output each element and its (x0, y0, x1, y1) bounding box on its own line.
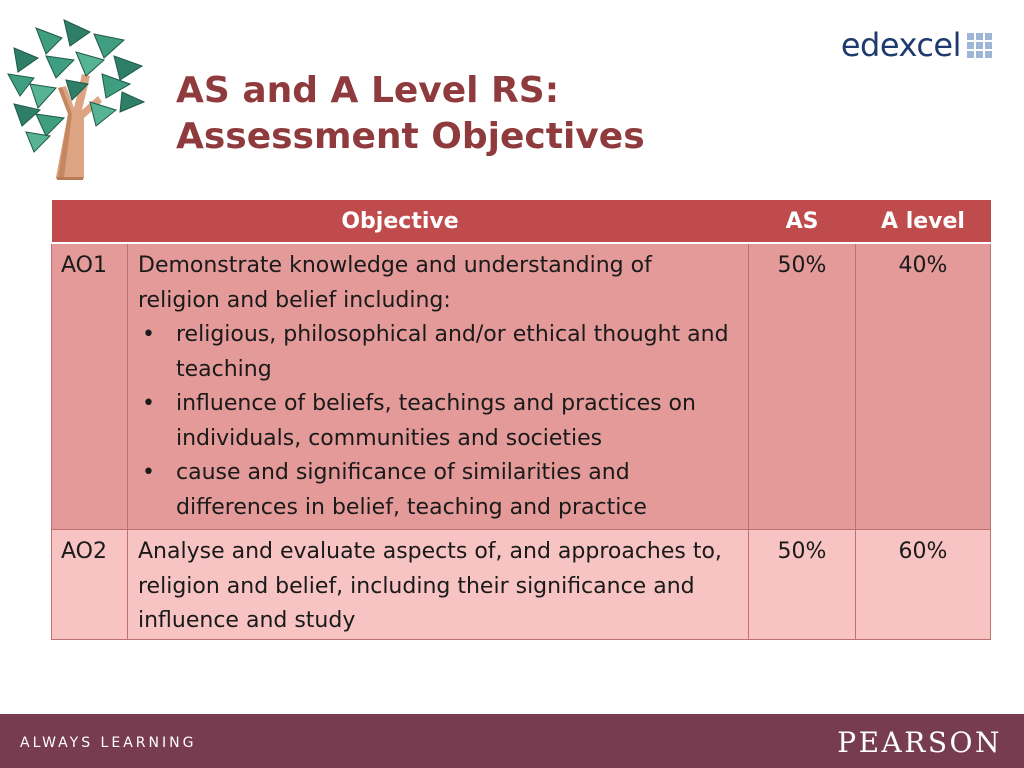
header-as: AS (749, 200, 856, 243)
list-item: • religious, philosophical and/or ethical thought and teaching (138, 318, 740, 387)
edexcel-logo (841, 26, 992, 64)
objective-description (128, 243, 749, 530)
edexcel-dots-icon (967, 33, 992, 58)
footer-tagline: ALWAYS LEARNING (20, 735, 197, 751)
table-header-row (52, 200, 991, 243)
as-weighting: 50% (749, 243, 856, 530)
title-line-1: AS and A Level RS: (176, 70, 560, 111)
list-item: • influence of beliefs, teachings and practices on individuals, communities and societies (138, 387, 740, 456)
pearson-logo: PEARSON (837, 726, 1002, 759)
list-item: • cause and significance of similarities and differences in belief, teaching and practice (138, 456, 740, 525)
header-a-level: A level (856, 200, 991, 243)
objective-intro: Demonstrate knowledge and understanding of religion and belief including: (138, 253, 652, 313)
a-level-weighting: 40% (856, 243, 991, 530)
paper-tree-icon (6, 14, 146, 180)
a-level-weighting: 60% (856, 530, 991, 640)
objective-code: AO2 (52, 530, 128, 640)
objective-description (128, 530, 749, 640)
table-row (52, 530, 991, 640)
footer-bar (0, 714, 1024, 768)
objective-bullet-list (138, 318, 740, 525)
table-row (52, 243, 991, 530)
assessment-objectives-table (51, 200, 991, 640)
page-title (176, 68, 645, 160)
objective-code: AO1 (52, 243, 128, 530)
title-line-2: Assessment Objectives (176, 116, 645, 157)
edexcel-wordmark: edexcel (840, 26, 961, 64)
as-weighting: 50% (749, 530, 856, 640)
header-objective: Objective (52, 200, 749, 243)
objective-intro: Analyse and evaluate aspects of, and approaches to, religion and belief, including their significance and influence and study (138, 539, 722, 633)
